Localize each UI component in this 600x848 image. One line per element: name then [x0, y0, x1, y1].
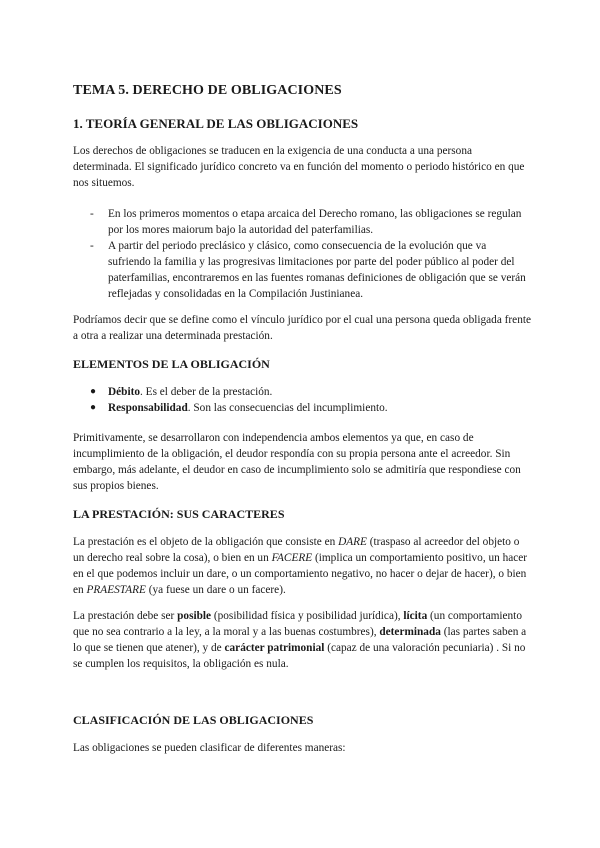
text-run: (un comportamiento que no sea contrario a la ley, a la moral y a las buenas costumbres), [73, 610, 522, 638]
list-item [73, 206, 531, 238]
term-description: . Es el deber de la prestación. [140, 386, 273, 398]
term-debito: Débito [108, 386, 141, 398]
text-run: (capaz de una valoración pecuniaria) . Si no se cumplen los requisitos, la obligación es nula. [73, 642, 526, 670]
list-item [73, 400, 531, 416]
term-posible: posible [177, 610, 212, 622]
term-caracter-patrimonial: carácter patrimonial [224, 642, 325, 654]
dash-marker: - [90, 240, 94, 252]
text-run: (implica un comportamiento positivo, un hacer en el que podemos incluir un dare, o un comportamiento negativo, no hacer o dejar de hacer), o bien en [73, 552, 528, 596]
term-praestare: PRAESTARE [86, 584, 146, 596]
elementos-paragraph: Primitivamente, se desarrollaron con independencia ambos elementos ya que, en caso de incumplimiento de la obligación, el deudor respondía con su propia persona ante el acreedor. Sin embargo, más adelante, el deudor en caso de incumplimiento solo se admitiría que respondiese con sus propios bienes. [73, 432, 521, 492]
definition-paragraph: Podríamos decir que se define como el vínculo jurídico por el cual una persona queda obligada frente a otra a realizar una determinada prestación. [73, 314, 531, 342]
clasificacion-intro: Las obligaciones se pueden clasificar de diferentes maneras: [73, 742, 346, 754]
term-licita: lícita [403, 610, 428, 622]
text-run: La prestación debe ser [73, 610, 178, 622]
text-run: (ya fuese un dare o un facere). [145, 584, 286, 596]
term-determinada: determinada [379, 626, 441, 638]
list-item-text: A partir del periodo preclásico y clásico, como consecuencia de la evolución que va sufriendo la familia y las progresivas limitaciones por parte del poder público al poder del paterfamilias, encontraremos en las fuentes romanas definiciones de obligación que se verán reflejadas y consolidadas en la Compilación Justinianea. [108, 240, 526, 300]
text-run: La prestación es el objeto de la obligación que consiste en [73, 536, 339, 548]
term-responsabilidad: Responsabilidad [108, 402, 188, 414]
section-heading-clasificacion: CLASIFICACIÓN DE LAS OBLIGACIONES [73, 713, 314, 727]
section-heading-prestacion: LA PRESTACIÓN: SUS CARACTERES [73, 507, 285, 521]
intro-paragraph: Los derechos de obligaciones se traducen en la exigencia de una conducta a una persona determinada. El significado jurídico concreto va en función del momento o periodo histórico en que nos situemos. [73, 145, 525, 189]
dash-marker: - [90, 208, 94, 220]
bullet-icon: ● [90, 402, 97, 413]
list-item [73, 238, 531, 302]
term-description: . Son las consecuencias del incumplimiento. [187, 402, 388, 414]
term-dare: DARE [338, 536, 367, 548]
bullet-icon: ● [90, 386, 97, 397]
term-facere: FACERE [271, 552, 313, 564]
section-heading-elementos: ELEMENTOS DE LA OBLIGACIÓN [73, 357, 270, 371]
list-item [73, 384, 531, 400]
text-run: (posibilidad física y posibilidad jurídica), [211, 610, 404, 622]
section-heading-teoria-general: 1. TEORÍA GENERAL DE LAS OBLIGACIONES [73, 116, 359, 131]
historical-periods-list [73, 206, 531, 302]
document-title: TEMA 5. DERECHO DE OBLIGACIONES [73, 83, 342, 98]
text-run: (las partes saben a lo que se tienen que atener), y de [73, 626, 527, 654]
prestacion-paragraph-2 [73, 608, 531, 672]
elementos-list [73, 384, 531, 416]
text-run: (traspaso al acreedor del objeto o un derecho real sobre la cosa), o bien en un [73, 536, 520, 564]
list-item-text: En los primeros momentos o etapa arcaica del Derecho romano, las obligaciones se regulan por los mores maiorum bajo la autoridad del paterfamilias. [108, 208, 522, 236]
prestacion-paragraph-1 [73, 534, 531, 598]
